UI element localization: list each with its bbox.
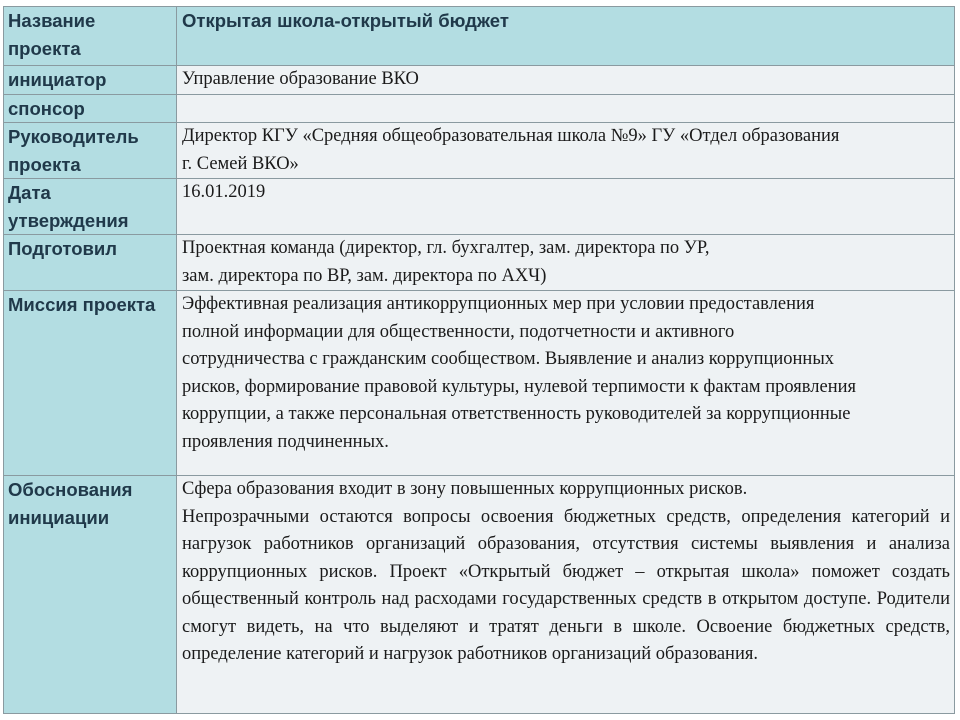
rationale-label: Обоснования инициации [4, 476, 177, 714]
mission-line: проявления подчиненных. [182, 431, 389, 452]
initiator-row [4, 66, 955, 95]
mission-line: сотрудничества с гражданским сообществом. Выявление и анализ коррупционных [182, 349, 835, 369]
prepared-by-row [4, 235, 955, 291]
approval-date-label: Дата утверждения [4, 179, 177, 235]
project-name: Открытая школа-открытый бюджет [177, 7, 955, 66]
rationale-paragraph: Непрозрачными остаются вопросы освоения бюджетных средств, определения категорий и нагрузок работников организаций образования, отсутствия системы выявления и анализа коррупционных рисков. Проект «Открытый бюджет – открытая школа» поможет создать общественный контроль над расходами государственных средств в открытом доступе. Родители смогут видеть, на что выделяют и тратят деньги в школе. Освоение бюджетных средств, определение категорий и нагрузок работников организаций образования. [182, 506, 950, 664]
title-row [4, 7, 955, 66]
initiator-value: Управление образование ВКО [177, 66, 955, 95]
mission-row [4, 291, 955, 476]
prepared-by-label: Подготовил [4, 235, 177, 291]
approval-date-value: 16.01.2019 [177, 179, 955, 235]
prepared-by-value [177, 235, 955, 291]
manager-value [177, 123, 955, 179]
sponsor-value [177, 94, 955, 123]
mission-line: полной информации для общественности, подотчетности и активного [182, 321, 735, 342]
initiator-label: инициатор [4, 66, 177, 95]
mission-label: Миссия проекта [4, 291, 177, 476]
project-passport-table [3, 6, 955, 714]
manager-row [4, 123, 955, 179]
sponsor-row [4, 94, 955, 123]
prepared-by-line-1: Проектная команда (директор, гл. бухгалтер, зам. директора по УР, [182, 238, 710, 258]
approval-date-row [4, 179, 955, 235]
title-label: Название проекта [4, 7, 177, 66]
prepared-by-line-2: зам. директора по ВР, зам. директора по АХЧ) [182, 265, 547, 286]
rationale-row [4, 476, 955, 714]
manager-line-2: г. Семей ВКО» [182, 153, 299, 174]
manager-label: Руководитель проекта [4, 123, 177, 179]
mission-line: рисков, формирование правовой культуры, нулевой терпимости к фактам проявления [182, 376, 857, 397]
mission-value [177, 291, 955, 476]
mission-line: коррупции, а также персональная ответственность руководителей за коррупционные [182, 404, 851, 424]
rationale-first-line: Сфера образования входит в зону повышенных коррупционных рисков. [182, 479, 748, 499]
rationale-value [177, 476, 955, 714]
sponsor-label: спонсор [4, 94, 177, 123]
manager-line-1: Директор КГУ «Средняя общеобразовательная школа №9» ГУ «Отдел образования [182, 126, 840, 146]
mission-line: Эффективная реализация антикоррупционных мер при условии предоставления [182, 294, 815, 314]
